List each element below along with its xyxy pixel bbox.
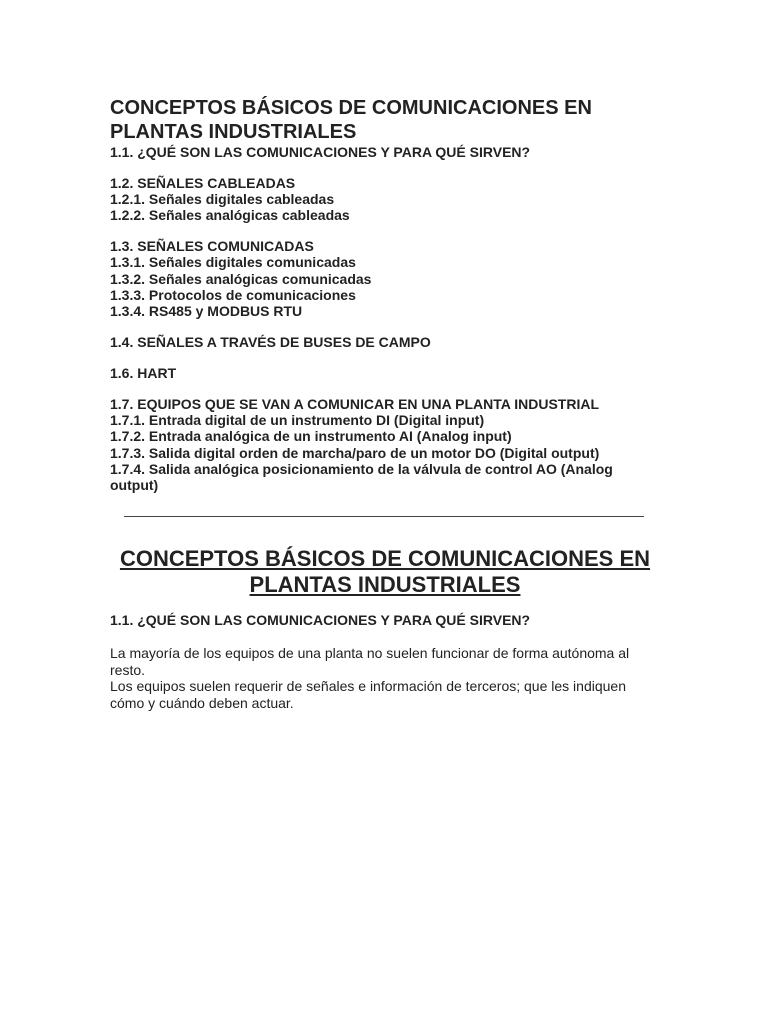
paragraph: La mayoría de los equipos de una planta no suelen funcionar de forma autónoma al resto. [110, 645, 630, 678]
toc-item: 1.1. ¿QUÉ SON LAS COMUNICACIONES Y PARA QUÉ SIRVEN? [110, 144, 531, 160]
toc-group-1-6 [110, 365, 670, 381]
main-title: CONCEPTOS BÁSICOS DE COMUNICACIONES EN PLANTAS INDUSTRIALES [119, 546, 651, 597]
toc-item: 1.7. EQUIPOS QUE SE VAN A COMUNICAR EN UNA PLANTA INDUSTRIAL [110, 395, 599, 412]
toc-group-1-3 [110, 238, 670, 319]
toc-item: 1.2. SEÑALES CABLEADAS [110, 174, 296, 191]
toc-item: 1.3.2. Señales analógicas comunicadas [110, 270, 372, 287]
toc-item: 1.7.1. Entrada digital de un instrumento DI (Digital input) [110, 412, 485, 429]
toc-item: 1.2.1. Señales digitales cableadas [110, 191, 335, 208]
toc-item: 1.6. HART [110, 364, 177, 381]
toc-group-1-2 [110, 175, 670, 224]
toc-item: 1.3.1. Señales digitales comunicadas [110, 254, 356, 271]
toc-item: 1.4. SEÑALES A TRAVÉS DE BUSES DE CAMPO [110, 334, 431, 351]
section-divider [124, 516, 644, 517]
toc-item: 1.2.2. Señales analógicas cableadas [110, 207, 350, 224]
toc-item: 1.3.3. Protocolos de comunicaciones [110, 287, 356, 304]
toc-item: 1.3.4. RS485 y MODBUS RTU [110, 303, 303, 320]
toc-group-1-4 [110, 334, 670, 350]
paragraph: Los equipos suelen requerir de señales e información de terceros; que les indiquen cómo y cuándo deben actuar. [110, 678, 626, 711]
toc-group-1-7 [110, 396, 670, 494]
toc-item: 1.7.3. Salida digital orden de marcha/paro de un motor DO (Digital output) [110, 444, 600, 461]
toc-item: 1.7.2. Entrada analógica de un instrumento AI (Analog input) [110, 428, 512, 445]
table-of-contents [110, 96, 670, 508]
toc-item: 1.7.4. Salida analógica posicionamiento de la válvula de control AO (Analog output) [110, 460, 613, 494]
toc-item: 1.3. SEÑALES COMUNICADAS [110, 238, 314, 255]
body-text [110, 645, 662, 711]
section-heading: 1.1. ¿QUÉ SON LAS COMUNICACIONES Y PARA QUÉ SIRVEN? [110, 612, 531, 628]
toc-title: CONCEPTOS BÁSICOS DE COMUNICACIONES EN PLANTAS INDUSTRIALES [110, 97, 592, 143]
toc-group-1-1 [110, 144, 670, 160]
